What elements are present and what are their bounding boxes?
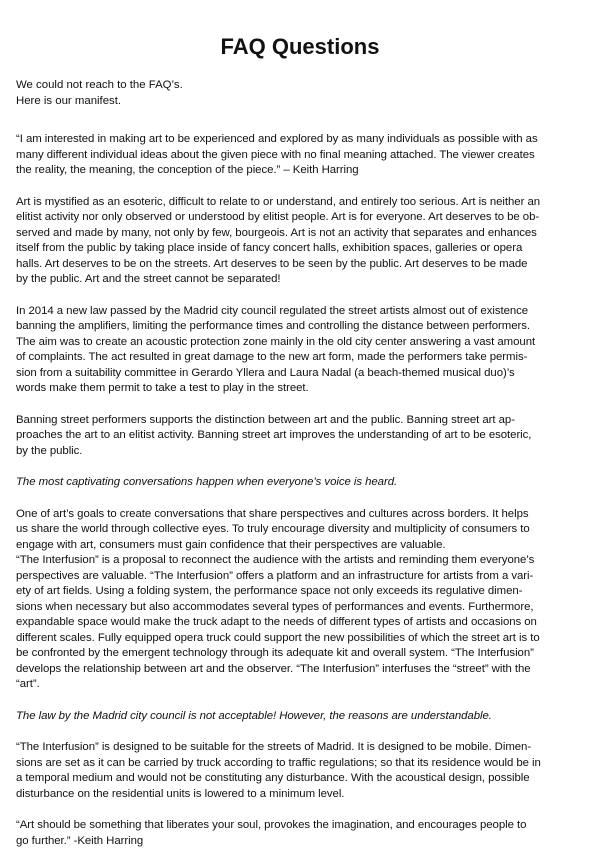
manifest-paragraph — [16, 507, 584, 693]
paragraph-line: sions when necessary but also accommodates several types of performances and events. Furthermore, — [16, 600, 534, 613]
manifest-paragraph — [16, 132, 584, 179]
manifest-paragraph — [16, 740, 584, 802]
manifest-paragraph — [16, 413, 584, 460]
intro-line: We could not reach to the FAQ’s. — [16, 79, 183, 91]
paragraph-line: many different individual ideas about the given piece with no final meaning attached. The viewer creates — [16, 148, 535, 161]
paragraph-line: disturbance on the residential units is lowered to a minimum level. — [16, 787, 345, 800]
paragraph-line: Art is mystified as an esoteric, difficult to relate to or understand, and entirely too serious. Art is neither an — [16, 195, 541, 208]
paragraph-line: by the public. — [16, 444, 83, 457]
paragraph-line: elitist activity nor only observed or understood by elitist people. Art is for everyone. Art deserves to be ob- — [16, 211, 540, 223]
paragraph-line: “The Interfusion” is a proposal to reconnect the audience with the artists and reminding them everyone’s — [16, 554, 535, 566]
paragraph-line: “The Interfusion” is designed to be suitable for the streets of Madrid. It is designed to be mobile. Dimen- — [16, 741, 532, 753]
manifest-paragraph — [16, 304, 584, 397]
paragraph-line: a temporal medium and would not be constituting any disturbance. With the acoustical design, possible — [16, 772, 530, 784]
manifest-body — [16, 132, 584, 849]
italic-statement — [16, 475, 584, 491]
paragraph-line: “art”. — [16, 678, 40, 690]
paragraph-line: sions are set as it can be carried by truck according to traffic regulations; so that its residence would be in — [16, 756, 541, 769]
paragraph-line: ety of art fields. Using a folding system, the performance space not only exceeds its regulative dimen- — [16, 585, 523, 597]
paragraph-line: itself from the public by taking place inside of fancy concert halls, exhibition spaces, galleries or opera — [16, 242, 523, 254]
paragraph-line: served and made by many, not only by few, bourgeois. Art is not an activity that separates and enhances — [16, 226, 537, 239]
paragraph-line: words make them permit to take a test to play in the street. — [16, 382, 309, 394]
manifest-paragraph — [16, 195, 584, 288]
paragraph-line: The most captivating conversations happen when everyone’s voice is heard. — [16, 476, 398, 488]
paragraph-line: banning the amplifiers, limiting the performance times and controlling the distance between performers. — [16, 320, 531, 332]
paragraph-line: “Art should be something that liberates your soul, provokes the imagination, and encourages people to — [16, 819, 527, 831]
intro-text — [16, 78, 584, 109]
paragraph-line: The aim was to create an acoustic protection zone mainly in the old city center answering a vast amount — [16, 335, 536, 348]
paragraph-line: “I am interested in making art to be experienced and explored by as many individuals as possible with as — [16, 133, 538, 145]
paragraph-line: the reality, the meaning, the conception of the piece.” – Keith Harring — [16, 164, 359, 176]
intro-line: Here is our manifest. — [16, 94, 122, 107]
paragraph-line: by the public. Art and the street cannot be separated! — [16, 273, 281, 285]
paragraph-line: proaches the art to an elitist activity. Banning street art improves the understanding of art to be esoteric, — [16, 429, 532, 441]
paragraph-line: Banning street performers supports the distinction between art and the public. Banning street art ap- — [16, 413, 515, 426]
paragraph-line: different scales. Fully equipped opera truck could support the new possibilities of which the street art is to — [16, 631, 540, 644]
paragraph-line: us share the world through collective eyes. To truly encourage diversity and multiplicity of consumers to — [16, 523, 530, 535]
paragraph-line: sion from a suitability committee in Gerardo Yllera and Laura Nadal (a beach-themed musical duo)’s — [16, 366, 515, 379]
paragraph-line: go further.” -Keith Harring — [16, 834, 144, 847]
paragraph-line: perspectives are valuable. “The Interfusion” offers a platform and an infrastructure for artists from a vari- — [16, 569, 534, 582]
paragraph-line: be confronted by the emergent technology through its adequate kit and overall system. “The Interfusion” — [16, 647, 534, 659]
paragraph-line: The law by the Madrid city council is not acceptable! However, the reasons are understandable. — [16, 709, 492, 722]
page-title: FAQ Questions — [220, 34, 380, 59]
paragraph-line: develops the relationship between art and the observer. “The Interfusion” interfuses the “street” with the — [16, 662, 531, 675]
manifest-paragraph — [16, 818, 584, 849]
paragraph-line: One of art’s goals to create conversations that share perspectives and cultures across borders. It helps — [16, 507, 529, 520]
paragraph-line: of complaints. The act resulted in great damage to the new art form, made the performers take permis- — [16, 351, 528, 363]
paragraph-line: expandable space would make the truck adapt to the needs of different types of artists and occasions on — [16, 616, 537, 628]
paragraph-line: halls. Art deserves to be on the streets. Art deserves to be seen by the public. Art deserves to be made — [16, 257, 528, 270]
italic-statement — [16, 709, 584, 725]
paragraph-line: In 2014 a new law passed by the Madrid city council regulated the street artists almost out of existence — [16, 304, 529, 317]
paragraph-line: engage with art, consumers must gain confidence that their perspectives are valuable. — [16, 538, 446, 551]
